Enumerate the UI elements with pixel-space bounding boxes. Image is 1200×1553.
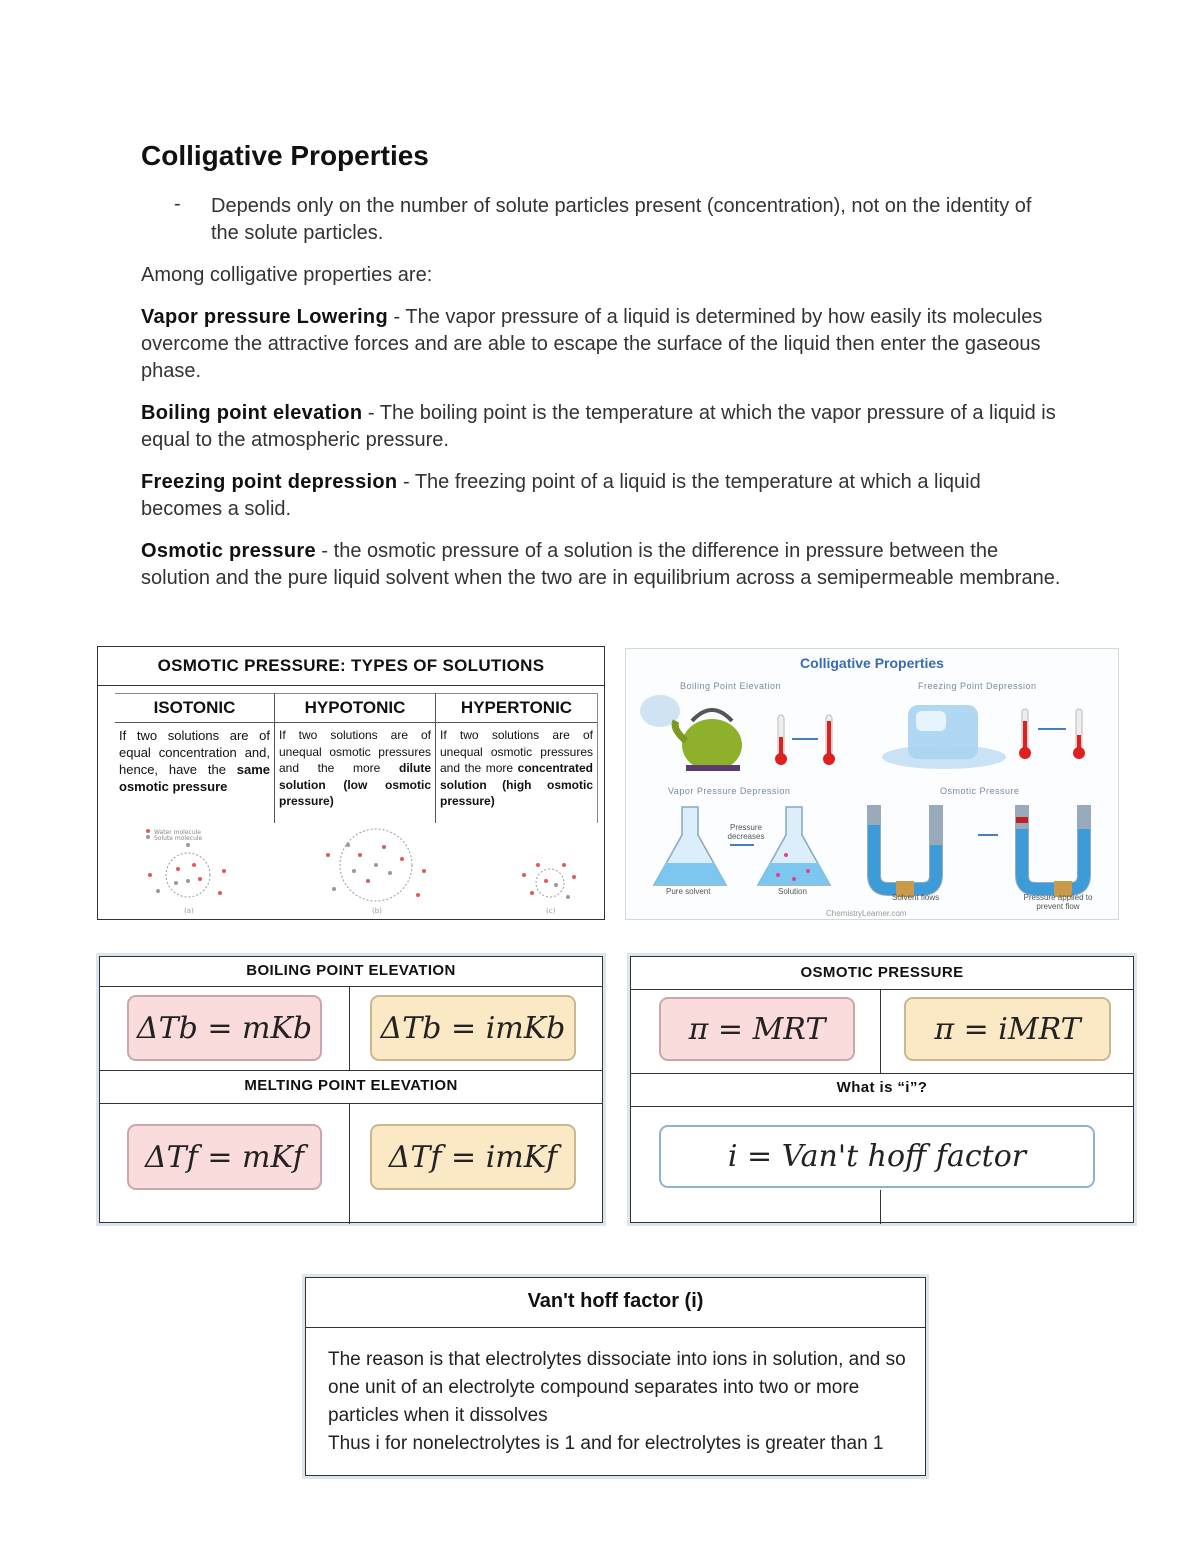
solution-label: Solution — [778, 887, 807, 896]
flask-solution-icon — [758, 807, 830, 885]
vant-hoff-body — [328, 1346, 923, 1458]
type-description: If two solutions are of equal concentration and, hence, have the same osmotic pressure — [119, 728, 270, 794]
cell-isotonic — [148, 843, 226, 915]
type-isotonic — [115, 693, 275, 823]
property-text: The boiling point is the temperature at which the vapor pressure of a liquid is equal to the atmospheric pressure. — [141, 402, 1056, 451]
svg-text:(b): (b) — [372, 907, 382, 915]
flask-pure-icon — [654, 807, 726, 885]
pressure-decreases-label: Pressure decreases — [727, 823, 765, 841]
formula-osmotic-nonelectrolyte: π = MRT — [659, 997, 855, 1061]
label-boiling: Boiling Point Elevation — [680, 681, 782, 691]
formula-melting-nonelectrolyte: ΔTf = mKf — [127, 1124, 322, 1190]
legend-water: Water molecule — [154, 829, 201, 836]
formula-vant-hoff: i = Van't hoff factor — [659, 1125, 1095, 1188]
label-osmotic: Osmotic Pressure — [940, 786, 1020, 796]
kettle-icon — [675, 710, 742, 771]
intro-text: Among colligative properties are: — [141, 264, 433, 286]
bullet-text: Depends only on the number of solute particles present (concentration), not on the identity of the solute particles. — [211, 195, 1032, 244]
illustration-drawings — [626, 649, 1120, 921]
formula-boiling-electrolyte: ΔTb = imKb — [370, 995, 576, 1061]
boiling-point-panel — [96, 953, 606, 1226]
type-heading: ISOTONIC — [115, 693, 274, 723]
property-text: The freezing point of a liquid is the temperature at which a liquid becomes a solid. — [141, 471, 981, 520]
property-freezing-point: Freezing point depression - The freezing point of a liquid is the temperature at which a liquid becomes a solid. — [141, 471, 981, 520]
colligative-illustration — [625, 648, 1119, 920]
illustration-title: Colligative Properties — [800, 655, 944, 671]
formula-melting-electrolyte: ΔTf = imKf — [370, 1124, 576, 1190]
type-hypotonic — [275, 693, 436, 823]
melting-header: MELTING POINT ELEVATION — [244, 1077, 458, 1094]
page-title: Colligative Properties — [141, 140, 429, 171]
svg-text:(c): (c) — [546, 907, 556, 915]
property-term: Freezing point depression — [141, 471, 398, 493]
label-vapor: Vapor Pressure Depression — [668, 786, 791, 796]
pressure-applied-label: Pressure applied to prevent flow — [1023, 893, 1093, 911]
vant-hoff-line1: The reason is that electrolytes dissociate into ions in solution, and so one unit of an electrolyte compound separates into two or more particles when it dissolves — [328, 1349, 906, 1426]
type-heading: HYPOTONIC — [275, 693, 435, 723]
property-term: Vapor pressure Lowering — [141, 306, 388, 328]
vant-hoff-title: Van't hoff factor (i) — [527, 1290, 704, 1312]
vant-hoff-panel — [302, 1274, 929, 1479]
thermometer-icon — [775, 715, 787, 765]
cell-diagram — [128, 825, 598, 915]
osmotic-types-title: OSMOTIC PRESSURE: TYPES OF SOLUTIONS — [98, 647, 604, 686]
type-description: If two solutions are of unequal osmotic pressures and the more dilute solution (low osmotic pressure) — [279, 728, 431, 808]
source-credit: ChemistryLearner.com — [826, 909, 907, 918]
osmotic-header: OSMOTIC PRESSURE — [800, 964, 964, 981]
property-text: the osmotic pressure of a solution is the difference in pressure between the solution and the pure liquid solvent when the two are in equilibrium across a semipermeable membrane. — [141, 540, 1061, 589]
pure-solvent-label: Pure solvent — [666, 887, 711, 896]
type-heading: HYPERTONIC — [436, 693, 597, 723]
vant-hoff-line2: Thus i for nonelectrolytes is 1 and for electrolytes is greater than 1 — [328, 1433, 884, 1454]
thermometer-icon — [1073, 709, 1085, 759]
cell-hypotonic — [326, 829, 426, 915]
property-vapor-pressure: Vapor pressure Lowering - The vapor pressure of a liquid is determined by how easily its molecules overcome the attractive forces and are able to escape the surface of the liquid then enter the gaseous phase. — [141, 306, 1043, 382]
solvent-flows-label: Solvent flows — [892, 893, 940, 902]
osmotic-pressure-panel — [627, 953, 1137, 1226]
property-boiling-point: Boiling point elevation - The boiling point is the temperature at which the vapor pressure of a liquid is equal to the atmospheric pressure. — [141, 402, 1056, 451]
label-freezing: Freezing Point Depression — [918, 681, 1037, 691]
type-hypertonic — [436, 693, 598, 823]
types-grid — [115, 693, 598, 823]
formula-boiling-nonelectrolyte: ΔTb = mKb — [127, 995, 322, 1061]
formula-osmotic-electrolyte: π = iMRT — [904, 997, 1111, 1061]
property-term: Boiling point elevation — [141, 402, 363, 424]
property-term: Osmotic pressure — [141, 540, 316, 562]
bullet-marker: - — [174, 193, 181, 215]
property-osmotic-pressure: Osmotic pressure - the osmotic pressure of a solution is the difference in pressure between the solution and the pure liquid solvent when the two are in equilibrium across a semipermeable membrane. — [141, 540, 1061, 589]
what-is-i-header: What is “i”? — [836, 1079, 928, 1096]
thermometer-icon — [823, 715, 835, 765]
property-text: The vapor pressure of a liquid is determined by how easily its molecules overcome the attractive forces and are able to escape the surface of the liquid then enter the gaseous phase. — [141, 306, 1043, 382]
type-description: If two solutions are of unequal osmotic pressures and the more concentrated solution (high osmotic pressure) — [440, 728, 593, 808]
boiling-header: BOILING POINT ELEVATION — [246, 962, 456, 979]
u-tube-icon — [874, 805, 936, 897]
osmotic-types-panel — [97, 646, 605, 920]
u-tube-icon — [1016, 805, 1084, 897]
legend-solute: Solute molecule — [154, 835, 203, 842]
thermometer-icon — [1019, 709, 1031, 759]
svg-text:(a): (a) — [184, 907, 194, 915]
cell-hypertonic — [522, 863, 576, 915]
ice-cube-icon — [882, 705, 1006, 769]
